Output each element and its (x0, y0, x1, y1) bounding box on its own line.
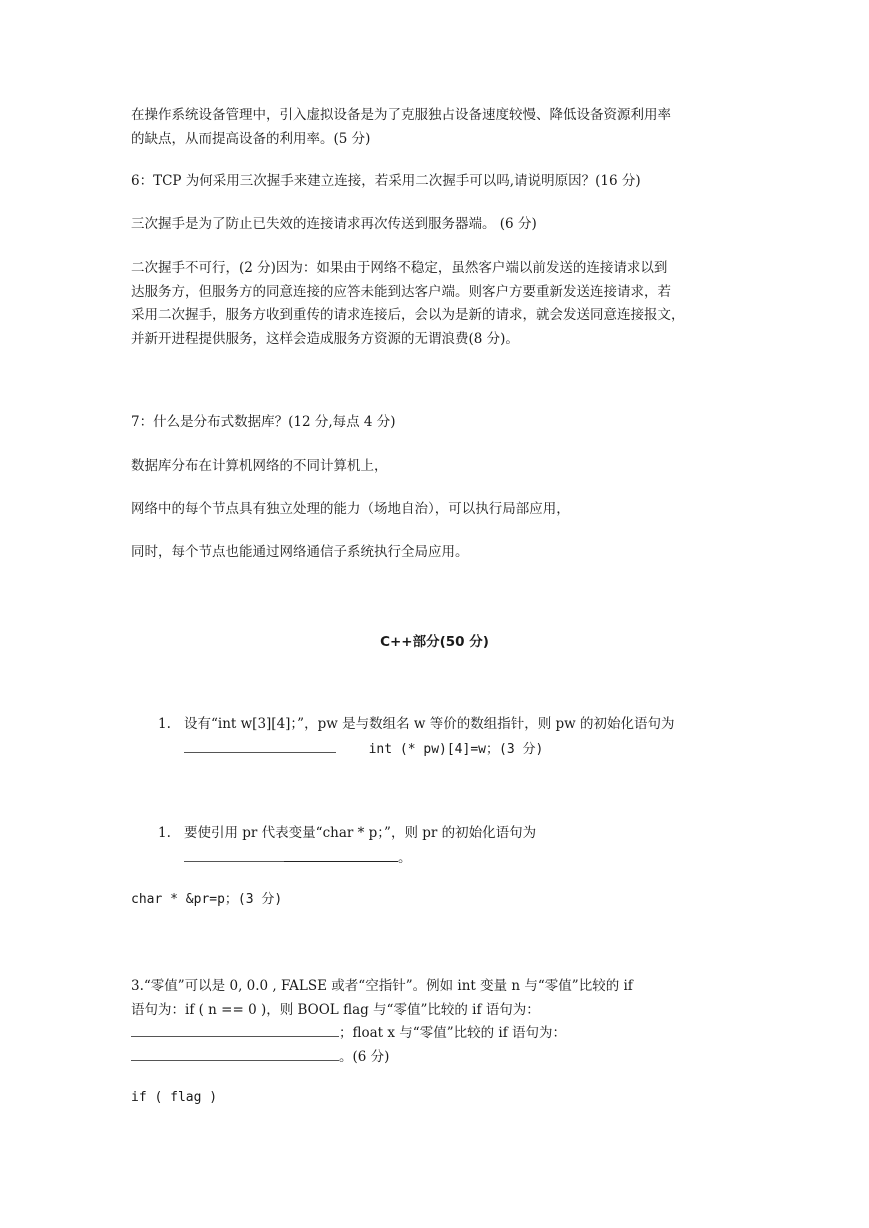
cpp-question-3 (131, 975, 741, 1069)
text-line: 采用二次握手，服务方收到重传的请求连接后，会以为是新的请求，就会发送同意连接报文， (131, 307, 685, 323)
text-fragment: ；float x 与“零值”比较的 if 语句为： (339, 1025, 567, 1041)
text-line: 的缺点，从而提高设备的利用率。(5 分) (131, 130, 371, 147)
answer-line (184, 846, 764, 871)
question-6 (131, 170, 741, 194)
cpp-question-2 (184, 821, 764, 871)
text-line: 网络中的每个节点具有独立处理的能力（场地自治），可以执行局部应用， (131, 501, 570, 517)
list-number: 1. (158, 825, 171, 841)
cpp-answer-3 (131, 1086, 741, 1110)
text-fragment: 。(6 分) (339, 1048, 390, 1065)
answer-6-part1 (131, 213, 741, 237)
answer-7-point3 (131, 541, 741, 565)
fill-blank (284, 849, 398, 862)
answer-7-point2 (131, 498, 741, 522)
fill-blank (131, 1048, 339, 1061)
answer-7-point1 (131, 455, 741, 479)
fill-blank (184, 849, 284, 862)
answer-text: if ( flag ) (131, 1090, 218, 1105)
question-7 (131, 411, 741, 435)
text-line: 同时，每个节点也能通过网络通信子系统执行全局应用。 (131, 544, 469, 560)
text-line: 设有“int w[3][4]；”，pw 是与数组名 w 等价的数组指针，则 pw 的初始化语句为 (184, 716, 675, 732)
text-line: 达服务方，但服务方的同意连接的应答未能到达客户端。则客户方要重新发送连接请求，若 (131, 283, 671, 300)
answer-text: int (* pw)[4]=w；(3 分) (368, 742, 544, 757)
answer-text: char * &pr=p；(3 分) (131, 892, 283, 907)
text-end: 。 (398, 850, 412, 866)
text-line: 要使引用 pr 代表变量“char * p；”，则 pr 的初始化语句为 (184, 825, 537, 841)
answer-line (131, 1046, 741, 1070)
text-line: 在操作系统设备管理中，引入虚拟设备是为了克服独占设备速度较慢、降低设备资源利用率 (131, 107, 671, 123)
text-line: 3.“零值”可以是 0, 0.0 , FALSE 或者“空指针”。例如 int 变量 n 与“零值”比较的 if (131, 978, 633, 994)
answer-line (184, 737, 764, 762)
text-line: 6：TCP 为何采用三次握手来建立连接，若采用二次握手可以吗,请说明原因？(16 分) (131, 173, 641, 189)
text-line: 二次握手不可行，(2 分)因为：如果由于网络不稳定，虽然客户端以前发送的连接请求以到 (131, 260, 668, 276)
fill-blank (184, 740, 336, 753)
answer-line (131, 1022, 741, 1046)
text-line: 数据库分布在计算机网络的不同计算机上， (131, 458, 388, 474)
cpp-question-1 (184, 712, 764, 762)
fill-blank (131, 1024, 339, 1037)
section-title: C++部分(50 分) (380, 634, 489, 650)
text-line: 语句为：if ( n == 0 )，则 BOOL flag 与“零值”比较的 if 语句为： (131, 1001, 540, 1018)
paragraph-virtual-device (131, 104, 741, 151)
list-number: 1. (158, 716, 171, 732)
text-line: 并新开进程提供服务，这样会造成服务方资源的无谓浪费(8 分)。 (131, 330, 519, 347)
text-line: 7：什么是分布式数据库？(12 分,每点 4 分) (131, 414, 396, 430)
cpp-answer-2 (131, 888, 741, 912)
answer-6-part2 (131, 257, 741, 351)
text-line: 三次握手是为了防止已失效的连接请求再次传送到服务器端。 (6 分) (131, 216, 537, 232)
